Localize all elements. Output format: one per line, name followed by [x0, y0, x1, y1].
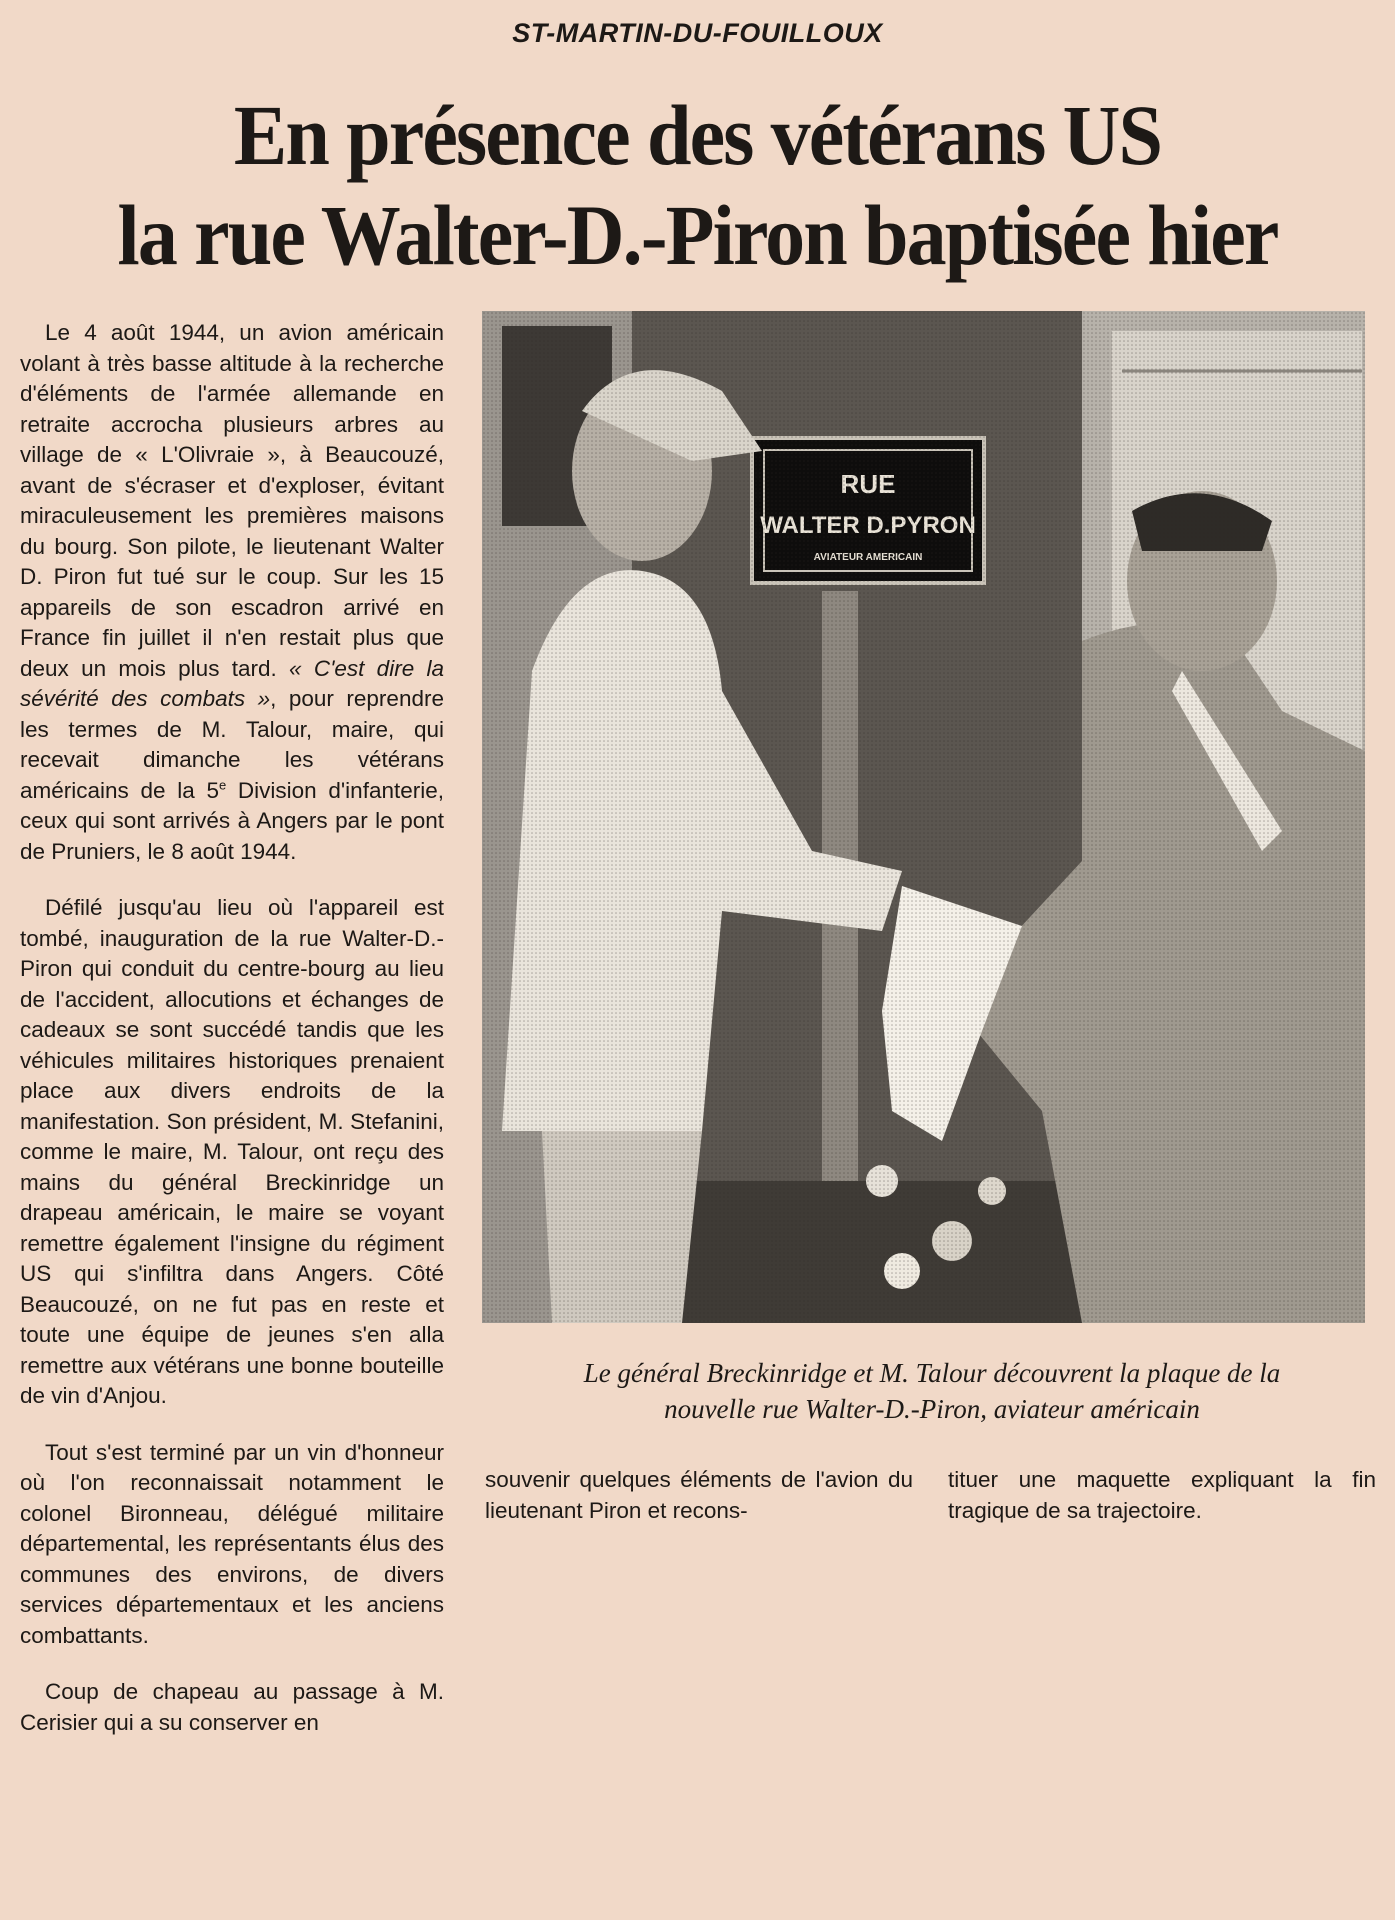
paragraph-4: Coup de chapeau au passage à M. Cerisier qui a su conserver en: [20, 1679, 444, 1735]
ordinal-superscript: e: [218, 777, 227, 792]
caption-line-1: Le général Breckinridge et M. Talour découvrent la plaque de la: [583, 1358, 1281, 1388]
paragraph-1: [20, 318, 444, 867]
column-3: [948, 1465, 1376, 1552]
photo: [482, 311, 1365, 1323]
paragraph-3: Tout s'est terminé par un vin d'honneur où l'on reconnaissait notamment le colonel Bironneau, délégué militaire départemental, les représentants élus des communes des environs, de divers services départementaux et les anciens combattants.: [20, 1439, 444, 1648]
column-2: [485, 1465, 913, 1552]
headline-line-2: la rue Walter-D.-Piron baptisée hier: [117, 187, 1278, 283]
paragraph-1-text: Le 4 août 1944, un avion américain volant à très basse altitude à la recherche d'éléments de l'armée allemande en retraite accrocha plusieurs arbres au village de « L'Olivraie », à Beaucouzé, avant de s'écraser et d'exploser, évitant miraculeusement les premières maisons du bourg. Son pilote, le lieutenant Walter D. Piron fut tué sur le coup. Sur les 15 appareils de son escadron arrivé en France fin juillet il n'en restait plus que deux un mois plus tard.: [20, 320, 444, 681]
paragraph-1-continued: , pour reprendre les termes de M. Talour, maire, qui recevait dimanche les vétérans américains de la 5: [20, 686, 444, 803]
column-2-text: souvenir quelques éléments de l'avion du lieutenant Piron et recons-: [485, 1467, 913, 1523]
photo-illustration: [482, 311, 1365, 1323]
caption-line-2: nouvelle rue Walter-D.-Piron, aviateur américain: [664, 1394, 1200, 1424]
column-3-text: tituer une maquette expliquant la fin tragique de sa trajectoire.: [948, 1467, 1376, 1523]
headline-line-1: En présence des vétérans US: [233, 87, 1162, 183]
quote: « C'est dire la sévérité des combats »: [20, 655, 444, 711]
photo-caption: [482, 1355, 1382, 1427]
paragraph-2: Défilé jusqu'au lieu où l'appareil est tombé, inauguration de la rue Walter-D.-Piron qui conduit du centre-bourg au lieu de l'accident, allocutions et échanges de cadeaux se sont succédé tandis que les véhicules militaires historiques prenaient place aux divers endroits de la manifestation. Son président, M. Stefanini, comme le maire, M. Talour, ont reçu des mains du général Breckinridge un drapeau américain, le maire se voyant remettre également l'insigne du régiment US qui s'infiltra dans Angers. Côté Beaucouzé, on ne fut pas en reste et toute une équipe de jeunes s'en alla remettre aux vétérans une bonne bouteille de vin d'Anjou.: [20, 895, 444, 1408]
paragraph-1-end: Division d'infanterie, ceux qui sont arrivés à Angers par le pont de Pruniers, le 8 août 1944.: [20, 777, 444, 864]
kicker: ST-MARTIN-DU-FOUILLOUX: [512, 18, 883, 48]
column-1: [20, 318, 444, 1764]
